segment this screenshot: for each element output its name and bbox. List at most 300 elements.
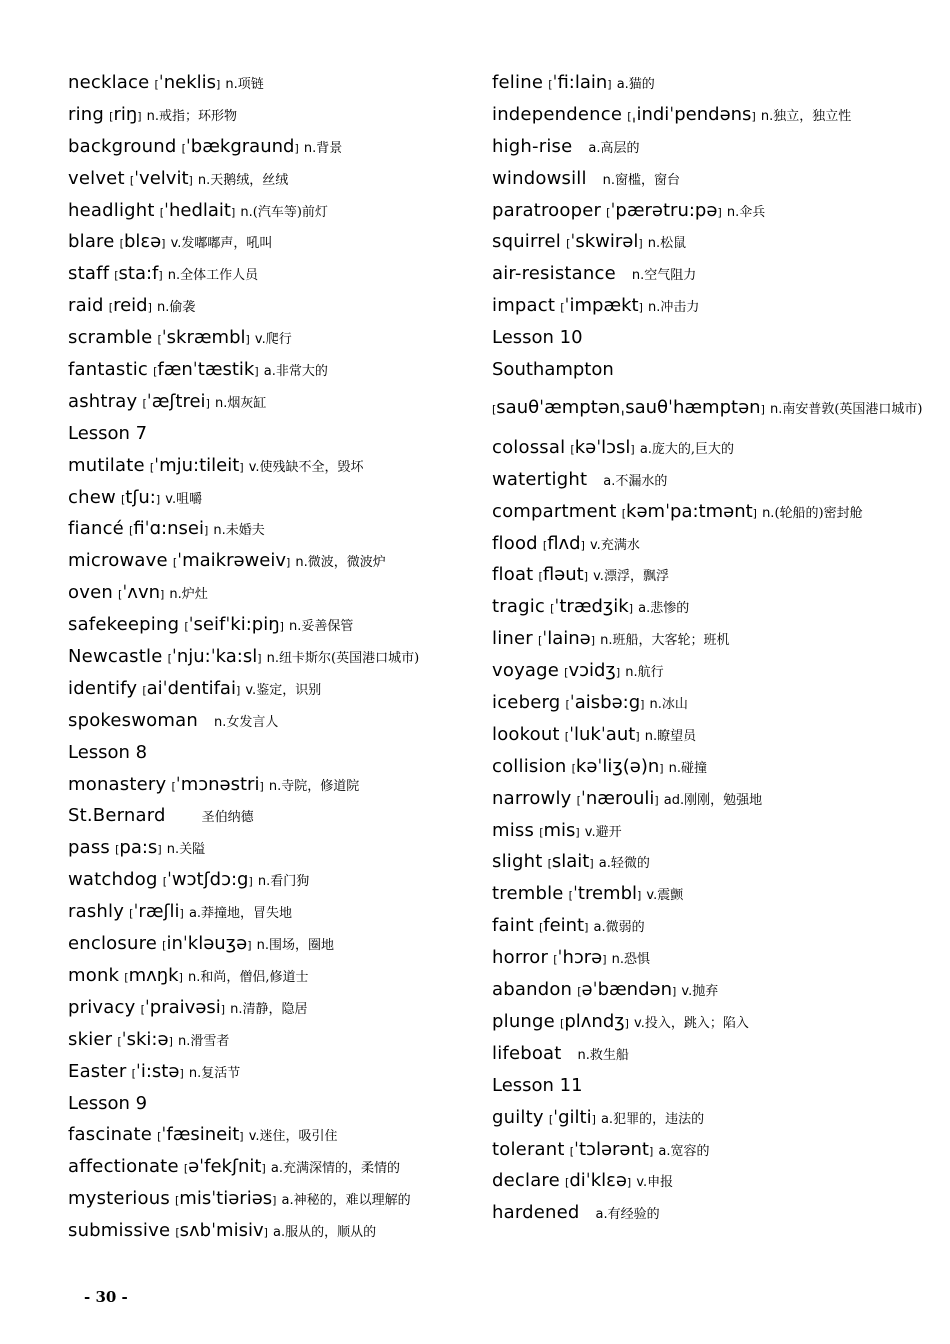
- phonetic: ˈskwirəl: [570, 231, 639, 253]
- part-of-speech: v.: [248, 459, 260, 475]
- bracket-close: ]: [659, 761, 664, 775]
- vocab-word: chew: [68, 486, 116, 508]
- definition: 申报: [647, 1175, 674, 1191]
- phonetic: sʌbˈmisiv: [179, 1220, 264, 1242]
- phonetic: ˈimpækt: [564, 295, 639, 317]
- bracket-open: [: [181, 141, 186, 155]
- vocab-word: Easter: [68, 1060, 127, 1082]
- bracket-close: ]: [615, 666, 621, 680]
- definition: 冰山: [661, 697, 688, 713]
- definition: 复活节: [201, 1065, 241, 1081]
- bracket-open: [: [548, 78, 553, 91]
- part-of-speech: v.: [170, 236, 182, 252]
- bracket-close: ]: [179, 1066, 184, 1080]
- definition: 天鹅绒，丝绒: [210, 172, 289, 188]
- definition: 发嘟嘟声，吼叫: [181, 236, 273, 252]
- definition: 抛弃: [692, 984, 719, 1000]
- vocab-word: spokeswoman: [68, 709, 198, 731]
- definition: 碰撞: [681, 760, 708, 776]
- bracket-close: ]: [626, 1176, 632, 1190]
- definition: 服从的，顺从的: [285, 1225, 377, 1241]
- phonetic: ˈtɔlərənt: [574, 1138, 649, 1160]
- definition: 悲惨的: [650, 601, 690, 617]
- vocab-entry: [492, 529, 932, 561]
- vocab-word: abandon: [492, 979, 573, 1001]
- bracket-close: ]: [263, 1226, 268, 1240]
- bracket-open: [: [157, 333, 162, 347]
- vocab-entry: [492, 592, 932, 624]
- vocab-entry: [492, 943, 932, 975]
- vocab-word: high-rise: [492, 135, 573, 157]
- lesson-heading: Lesson 10: [492, 327, 583, 349]
- part-of-speech: v.: [165, 491, 177, 507]
- vocab-entry: [68, 674, 478, 706]
- bracket-close: ]: [245, 333, 250, 347]
- bracket-open: [: [560, 301, 565, 315]
- vocab-word: safekeeping: [68, 614, 180, 636]
- phonetic: pa:s: [119, 837, 158, 859]
- vocab-word: feline: [492, 72, 544, 93]
- definition: 使残缺不全，毁坏: [259, 459, 364, 475]
- bracket-close: ]: [272, 1194, 277, 1208]
- definition: 松鼠: [660, 236, 687, 252]
- bracket-open: [: [538, 921, 544, 935]
- vocab-word: Newcastle: [68, 646, 163, 668]
- vocab-word: windowsill: [492, 167, 587, 189]
- bracket-open: [: [547, 857, 552, 871]
- definition: 偷袭: [169, 300, 196, 316]
- vocab-entry: [68, 610, 478, 642]
- vocab-word: monastery: [68, 773, 167, 795]
- part-of-speech: n.: [631, 268, 645, 284]
- definition: 烟灰缸: [227, 395, 267, 411]
- vocab-entry: [68, 642, 478, 674]
- phonetic: əˈfekʃnit: [188, 1156, 262, 1178]
- bracket-close: ]: [286, 556, 291, 570]
- vocab-word: watchdog: [68, 869, 158, 891]
- phonetic: ˈtrembl: [572, 883, 638, 905]
- vocab-word: float: [492, 564, 534, 586]
- bracket-open: [: [115, 843, 120, 857]
- bracket-open: [: [117, 1034, 122, 1048]
- bracket-open: [: [569, 1144, 575, 1158]
- phonetic: kəmˈpa:tmənt: [626, 500, 753, 522]
- bracket-open: [: [539, 825, 544, 839]
- vocab-entry: [68, 929, 478, 961]
- vocab-entry: [492, 1007, 932, 1039]
- vocab-entry: [492, 624, 932, 656]
- bracket-close: ]: [575, 825, 580, 839]
- bracket-close: ]: [624, 1016, 629, 1030]
- part-of-speech: a.: [638, 601, 651, 617]
- definition: 滑雪者: [190, 1033, 230, 1049]
- vocab-entry: [492, 68, 932, 100]
- lesson-heading: Lesson 8: [68, 741, 148, 763]
- vocab-entry: [492, 879, 932, 911]
- phonetic: flʌd: [547, 532, 581, 554]
- definition: 瞭望员: [657, 728, 697, 744]
- part-of-speech: n.: [649, 697, 662, 713]
- phonetic: feint: [543, 915, 585, 937]
- part-of-speech: n.: [295, 555, 308, 571]
- bracket-open: [: [553, 953, 558, 967]
- bracket-close: ]: [155, 492, 161, 506]
- bracket-close: ]: [752, 506, 757, 520]
- part-of-speech: a.: [588, 140, 601, 156]
- vocab-entry: [68, 1025, 478, 1057]
- definition: 微波，微波炉: [307, 555, 386, 571]
- part-of-speech: n.: [214, 395, 228, 411]
- definition: 刚刚，勉强地: [684, 792, 763, 808]
- vocab-entry: [68, 355, 478, 387]
- definition: 看门狗: [270, 874, 310, 890]
- vocab-word: tremble: [492, 883, 564, 905]
- bracket-open: [: [570, 442, 575, 456]
- bracket-close: ]: [760, 402, 765, 416]
- part-of-speech: n.: [169, 587, 182, 603]
- vocab-word: monk: [68, 964, 120, 986]
- phonetic: ˈnju:ˈka:sl: [171, 646, 258, 668]
- part-of-speech: n.: [760, 108, 774, 124]
- vocab-entry: [68, 1152, 478, 1184]
- bracket-open: [: [154, 78, 159, 91]
- part-of-speech: n.: [167, 268, 181, 284]
- bracket-close: ]: [602, 953, 607, 967]
- definition: 有经验的: [607, 1207, 660, 1223]
- vocab-word: compartment: [492, 500, 617, 522]
- phonetic: kəˈliʒ(ə)n: [575, 755, 660, 777]
- bracket-open: [: [568, 889, 573, 903]
- bracket-close: ]: [630, 442, 635, 456]
- definition: 庞大的,巨大的: [651, 441, 735, 457]
- definition: 鉴定，识别: [256, 682, 322, 698]
- part-of-speech: v.: [254, 332, 266, 348]
- part-of-speech: n.: [213, 714, 227, 730]
- vocab-word: slight: [492, 851, 543, 873]
- vocab-entry: [492, 1198, 932, 1230]
- vocab-entry: [492, 1135, 932, 1167]
- vocab-word: squirrel: [492, 231, 561, 253]
- part-of-speech: n.: [240, 204, 253, 220]
- phonetic: aiˈdentifai: [146, 677, 236, 699]
- bracket-close: ]: [239, 460, 244, 474]
- lesson-heading: Southampton: [492, 359, 614, 381]
- part-of-speech: n.: [156, 300, 170, 316]
- vocab-entry: [68, 546, 478, 578]
- phonetic: sta:f: [118, 263, 159, 285]
- definition: 关隘: [179, 842, 206, 858]
- vocab-entry: [68, 68, 478, 100]
- definition: 全体工作人员: [180, 268, 259, 284]
- part-of-speech: n.: [146, 108, 160, 124]
- bracket-close: ]: [158, 269, 163, 283]
- definition: (轮船的)密封舱: [774, 505, 863, 521]
- definition: 围场，圈地: [268, 938, 334, 954]
- bracket-close: ]: [261, 1162, 266, 1176]
- definition: 震颤: [657, 888, 684, 904]
- bracket-close: ]: [607, 78, 612, 91]
- vocab-entry: [492, 1039, 932, 1071]
- definition: 避开: [595, 824, 622, 840]
- vocab-word: necklace: [68, 72, 150, 93]
- phonetic: mis: [543, 819, 576, 841]
- vocab-word: fascinate: [68, 1124, 153, 1146]
- vocab-entry: [68, 514, 478, 546]
- definition: 班船，大客轮；班机: [612, 633, 730, 649]
- vocab-entry: [68, 897, 478, 929]
- part-of-speech: v.: [584, 824, 596, 840]
- vocab-word: microwave: [68, 550, 168, 572]
- vocab-entry: [68, 1184, 478, 1216]
- page-number: - 30 -: [84, 1288, 128, 1306]
- bracket-close: ]: [137, 109, 142, 123]
- bracket-close: ]: [583, 570, 589, 584]
- bracket-close: ]: [216, 78, 221, 91]
- phonetic: inˈkləuʒə: [166, 933, 248, 955]
- definition: 和尚，僧侣,修道士: [200, 969, 309, 985]
- phonetic: ˈi:stə: [135, 1060, 180, 1082]
- phonetic: diˈklɛə: [569, 1170, 627, 1192]
- phonetic: vɔidʒ: [568, 660, 616, 682]
- vocab-word: watertight: [492, 468, 588, 490]
- bracket-close: ]: [279, 620, 284, 634]
- definition: 投入，跳入；陷入: [644, 1015, 749, 1031]
- definition: 窗槛，窗台: [615, 172, 681, 188]
- phonetic: mʌŋk: [128, 964, 179, 986]
- bracket-open: [: [140, 1002, 145, 1016]
- phonetic: ˈlainə: [542, 628, 591, 650]
- phonetic: ˈæʃtrei: [146, 390, 206, 412]
- definition: 非常大的: [275, 364, 328, 380]
- bracket-open: [: [548, 1112, 554, 1126]
- definition: 神秘的，难以理解的: [293, 1193, 411, 1209]
- vocab-entry: [68, 291, 478, 323]
- vocab-word: oven: [68, 582, 113, 604]
- part-of-speech: n.: [611, 952, 624, 968]
- part-of-speech: a.: [188, 906, 202, 922]
- vocab-word: staff: [68, 263, 110, 285]
- phonetic: ˈhɔrə: [557, 947, 603, 969]
- part-of-speech: n.: [268, 778, 282, 794]
- vocab-word: miss: [492, 819, 535, 841]
- part-of-speech: a.: [263, 364, 276, 380]
- bracket-open: [: [183, 1162, 189, 1176]
- part-of-speech: n.: [668, 760, 682, 776]
- vocab-word: St.Bernard: [68, 805, 166, 827]
- vocab-entry: [492, 497, 932, 529]
- part-of-speech: n.: [602, 172, 616, 188]
- bracket-close: ]: [203, 524, 209, 538]
- vocab-word: raid: [68, 295, 104, 317]
- vocab-entry: [492, 100, 932, 132]
- phonetic: blɛə: [123, 231, 162, 253]
- vocab-entry: [492, 816, 932, 848]
- bracket-open: [: [114, 269, 119, 283]
- part-of-speech: n.: [303, 140, 317, 156]
- part-of-speech: v.: [634, 1015, 645, 1031]
- vocab-entry: [68, 961, 478, 993]
- definition: 冲击力: [660, 300, 700, 316]
- vocab-entry: [492, 752, 932, 784]
- phonetic: misˈtiəriəs: [179, 1188, 273, 1210]
- vocab-entry: [492, 465, 932, 497]
- part-of-speech: n.: [648, 300, 661, 316]
- phonetic: ˈʌvn: [122, 582, 161, 604]
- vocab-entry: [68, 323, 478, 355]
- vocab-word: liner: [492, 628, 533, 650]
- vocab-word: hardened: [492, 1202, 580, 1224]
- bracket-close: ]: [168, 1034, 173, 1048]
- bracket-open: [: [124, 970, 129, 984]
- definition: 宽容的: [670, 1143, 710, 1159]
- vocab-word: tolerant: [492, 1138, 565, 1160]
- definition: 圣伯纳德: [201, 810, 254, 826]
- phonetic: ˈski:ə: [121, 1028, 169, 1050]
- part-of-speech: v.: [590, 537, 601, 553]
- bracket-close: ]: [638, 237, 643, 251]
- bracket-open: [: [565, 698, 570, 712]
- vocab-entry: [68, 833, 478, 865]
- definition: 南安普敦(英国港口城市): [782, 401, 923, 417]
- right-column: [492, 68, 932, 1230]
- definition: 充满水: [600, 537, 640, 553]
- part-of-speech: v.: [593, 569, 604, 585]
- bracket-close: ]: [584, 921, 589, 935]
- vocab-word: declare: [492, 1170, 560, 1192]
- phonetic: kəˈlɔsl: [574, 436, 631, 458]
- vocab-word: velvet: [68, 167, 125, 189]
- vocab-entry: [68, 865, 478, 897]
- vocab-entry: [492, 196, 932, 228]
- definition: 高层的: [600, 140, 640, 156]
- vocab-word: mutilate: [68, 454, 145, 476]
- bracket-close: ]: [247, 939, 252, 953]
- bracket-open: [: [175, 1226, 180, 1240]
- lesson-heading: Lesson 11: [492, 1074, 583, 1096]
- phonetic: ˈpraivəsi: [144, 996, 221, 1018]
- part-of-speech: n.: [166, 842, 180, 858]
- vocab-entry: [492, 847, 932, 879]
- part-of-speech: v.: [681, 984, 693, 1000]
- vocab-entry: [68, 1120, 478, 1152]
- vocab-word: impact: [492, 295, 556, 317]
- bracket-open: [: [577, 985, 582, 999]
- vocab-entry: [492, 387, 932, 433]
- lesson-heading: Lesson 7: [68, 422, 148, 444]
- left-column: [68, 68, 478, 1248]
- part-of-speech: n.: [230, 1001, 243, 1017]
- part-of-speech: a.: [600, 1111, 614, 1127]
- vocab-entry: [68, 801, 478, 833]
- bracket-close: ]: [259, 779, 264, 793]
- part-of-speech: n.: [188, 1065, 202, 1081]
- part-of-speech: v.: [636, 1175, 648, 1191]
- vocab-entry: [492, 688, 932, 720]
- phonetic: sauθˈæmptənˌsauθˈhæmptən: [496, 396, 761, 418]
- vocab-word: iceberg: [492, 692, 561, 714]
- phonetic: fiˈɑ:nsei: [133, 518, 204, 540]
- definition: 迷住，吸引住: [259, 1129, 338, 1145]
- bracket-open: [: [149, 460, 155, 474]
- bracket-open: [: [175, 1194, 180, 1208]
- part-of-speech: n.: [762, 505, 775, 521]
- phonetic: ˈfi:lain: [552, 72, 608, 93]
- phonetic: ˈmɔnəstri: [175, 773, 260, 795]
- definition: 轻微的: [610, 856, 650, 872]
- vocab-entry: [492, 433, 932, 465]
- bracket-close: ]: [294, 141, 299, 155]
- definition: 充满深情的，柔情的: [282, 1161, 400, 1177]
- vocab-entry: [492, 164, 932, 196]
- phonetic: ˈhedlait: [164, 199, 231, 221]
- bracket-close: ]: [248, 875, 253, 889]
- vocab-word: flood: [492, 532, 538, 554]
- bracket-close: ]: [257, 652, 262, 666]
- bracket-close: ]: [589, 857, 594, 871]
- vocab-entry: [492, 291, 932, 323]
- vocab-entry: [492, 1166, 932, 1198]
- vocab-word: ring: [68, 103, 105, 125]
- bracket-open: [: [537, 634, 543, 648]
- vocab-entry: [68, 387, 478, 419]
- definition: 不漏水的: [615, 473, 668, 489]
- lesson-heading: Lesson 9: [68, 1092, 148, 1114]
- definition: 纽卡斯尔(英国港口城市): [279, 651, 420, 667]
- part-of-speech: n.: [256, 938, 269, 954]
- bracket-open: [: [142, 683, 147, 697]
- vocab-word: identify: [68, 677, 138, 699]
- bracket-open: [: [109, 109, 114, 123]
- phonetic: ˈaisbə:g: [569, 692, 641, 714]
- vocab-word: lifeboat: [492, 1042, 562, 1064]
- phonetic: ˈræʃli: [133, 901, 180, 923]
- bracket-open: [: [108, 301, 114, 315]
- bracket-close: ]: [157, 843, 162, 857]
- vocab-entry: [492, 259, 932, 291]
- phonetic: ˈbækgraund: [185, 135, 295, 157]
- definition: 空气阻力: [644, 268, 697, 284]
- bracket-open: [: [564, 666, 569, 680]
- part-of-speech: n.: [177, 1033, 191, 1049]
- vocab-word: fantastic: [68, 359, 148, 381]
- bracket-close: ]: [178, 970, 183, 984]
- bracket-close: ]: [220, 1002, 226, 1016]
- bracket-open: [: [606, 205, 611, 219]
- vocab-word: skier: [68, 1028, 113, 1050]
- bracket-close: ]: [254, 365, 259, 379]
- bracket-open: [: [119, 237, 124, 251]
- bracket-open: [: [129, 173, 135, 187]
- bracket-close: ]: [580, 538, 585, 552]
- vocab-entry: [68, 770, 478, 802]
- phonetic: ˈvelvit: [134, 167, 189, 189]
- vocab-entry: [492, 227, 932, 259]
- part-of-speech: a.: [603, 473, 616, 489]
- phonetic: ˈwɔtʃdɔ:g: [166, 869, 249, 891]
- vocab-entry: [68, 227, 478, 259]
- vocab-entry: [68, 164, 478, 196]
- part-of-speech: a.: [273, 1225, 286, 1241]
- part-of-speech: n.: [289, 619, 302, 635]
- bracket-close: ]: [230, 205, 236, 219]
- definition: 女发言人: [226, 714, 279, 730]
- definition: 爬行: [265, 332, 292, 348]
- phonetic: fænˈtæstik: [157, 359, 255, 381]
- definition: 猫的: [628, 77, 655, 92]
- vocab-word: collision: [492, 755, 567, 777]
- vocab-word: rashly: [68, 901, 125, 923]
- vocab-word: background: [68, 135, 177, 157]
